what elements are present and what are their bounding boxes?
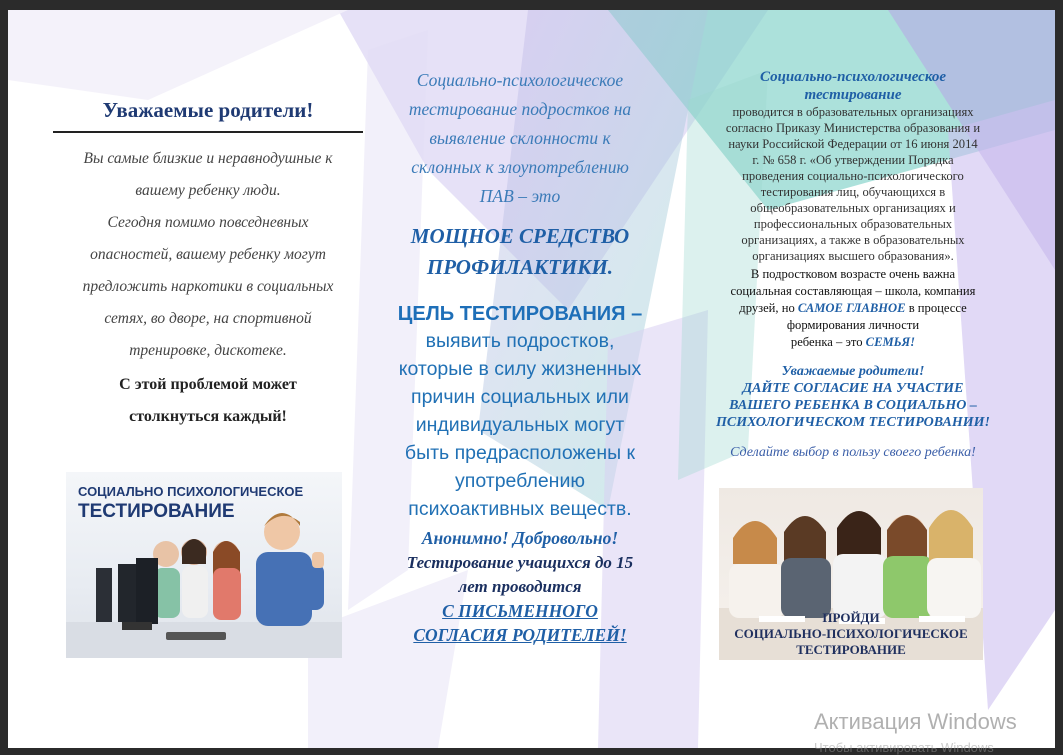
testing-title-2: тестирование [804, 87, 902, 103]
order-text-line: общеобразовательных организациях и [750, 201, 956, 215]
students-writing-photo [719, 488, 983, 660]
testing-title: Социально-психологическое [759, 69, 947, 85]
parents-text-line: вашему ребенку люди. [135, 182, 281, 199]
appeal-line: ДАЙТЕ СОГЛАСИЕ НА УЧАСТИЕ [742, 381, 964, 396]
age-requirement: Тестирование учащихся до 15 [406, 553, 634, 572]
parents-title: Уважаемые родители! [102, 98, 314, 122]
parents-text-line: Вы самые близкие и неравнодушные к [83, 150, 333, 167]
students-computer-photo [66, 472, 342, 658]
choice-text: Сделайте выбор в пользу своего ребенка! [730, 445, 976, 460]
order-text-line: проведения социально-психологического [742, 169, 964, 183]
goal-heading: ЦЕЛЬ ТЕСТИРОВАНИЯ – [397, 303, 643, 325]
order-text-line: профессиональных образовательных [753, 217, 953, 231]
windows-activation-hint: Чтобы активировать Windows [814, 740, 994, 755]
teen-age-text: в процессе [905, 301, 967, 315]
right-panel [698, 68, 1008, 461]
photo-caption-line2: ТЕСТИРОВАНИЕ [78, 501, 235, 522]
parents-text-line: опасностей, вашему ребенку могут [90, 246, 326, 263]
order-text-line: согласно Приказу Министерства образования и [725, 121, 981, 135]
order-text-line: организациях высшего образования». [752, 249, 954, 263]
goal-line: индивидуальных могут [415, 414, 625, 436]
teen-age-text: ребенка – это [790, 335, 866, 349]
goal-line: причин социальных или [411, 386, 629, 408]
prevention-heading: МОЩНОЕ СРЕДСТВО [410, 224, 630, 248]
family-highlight: СЕМЬЯ! [865, 335, 916, 349]
intro-line: выявление склонности к [429, 128, 611, 148]
left-panel [48, 92, 368, 433]
parent-consent: С ПИСЬМЕННОГО [442, 601, 598, 621]
prevention-heading-2: ПРОФИЛАКТИКИ. [426, 255, 614, 279]
title-divider [53, 131, 363, 133]
order-text-line: тестирования лиц, обучающихся в [760, 185, 946, 199]
take-test-line1: ПРОЙДИ [822, 610, 880, 625]
appeal-line: ВАШЕГО РЕБЕНКА В СОЦИАЛЬНО – [729, 398, 977, 413]
take-test-line3: ТЕСТИРОВАНИЕ [796, 642, 906, 657]
teen-age-line: формирования личности [786, 318, 920, 332]
teen-age-line: В подростковом возрасте очень важна [750, 267, 956, 281]
teen-age-text: друзей, но [739, 301, 798, 315]
order-text-line: науки Российской Федерации от 16 июня 2014 [728, 137, 978, 151]
photo-caption-line1: СОЦИАЛЬНО ПСИХОЛОГИЧЕСКОЕ [78, 484, 304, 499]
photo-caption [78, 484, 303, 523]
order-text-line: проводится в образовательных организациях [732, 105, 974, 119]
parents-text-line: сетях, во дворе, на спортивной [104, 310, 312, 327]
order-text-line: г. № 658 г. «Об утверждении Порядка [752, 153, 954, 167]
intro-line: склонных к злоупотреблению [411, 157, 629, 177]
anonymous-voluntary: Анонимно! Добровольно! [421, 528, 619, 548]
parents-text-line: предложить наркотики в социальных [82, 278, 334, 295]
goal-line: быть предрасположены к [404, 442, 636, 464]
parents-text-line: тренировке, дискотеке. [129, 342, 287, 359]
goal-line: употреблению [455, 470, 585, 492]
appeal-line: ПСИХОЛОГИЧЕСКОМ ТЕСТИРОВАНИИ! [715, 415, 991, 430]
take-test-line2: СОЦИАЛЬНО-ПСИХОЛОГИЧЕСКОЕ [734, 626, 968, 641]
consent-appeal [698, 363, 1008, 431]
take-test-caption [719, 610, 983, 658]
parents-text-line: Сегодня помимо повседневных [107, 214, 309, 231]
parent-consent-2: СОГЛАСИЯ РОДИТЕЛЕЙ! [413, 625, 627, 645]
brochure-page [8, 10, 1055, 748]
problem-warning: С этой проблемой может [119, 376, 297, 393]
goal-line: психоактивных веществ. [408, 498, 632, 520]
goal-line: которые в силу жизненных [398, 358, 642, 380]
intro-line: ПАВ – это [479, 186, 561, 206]
most-important-highlight: САМОЕ ГЛАВНОЕ [797, 301, 906, 315]
appeal-line: Уважаемые родители! [781, 364, 925, 379]
windows-activation-watermark: Активация Windows [814, 709, 1017, 734]
middle-panel [370, 66, 670, 647]
problem-warning-2: столкнуться каждый! [129, 408, 287, 425]
intro-line: тестирование подростков на [408, 99, 632, 119]
goal-line: выявить подростков, [425, 330, 615, 352]
teen-age-line [698, 334, 1008, 351]
intro-line: Социально-психологическое [416, 70, 624, 90]
order-text-line: организациях, а также в образовательных [741, 233, 965, 247]
age-requirement-2: лет проводится [458, 577, 582, 596]
teen-age-line: социальная составляющая – школа, компания [730, 284, 976, 298]
teen-age-line [698, 300, 1008, 317]
